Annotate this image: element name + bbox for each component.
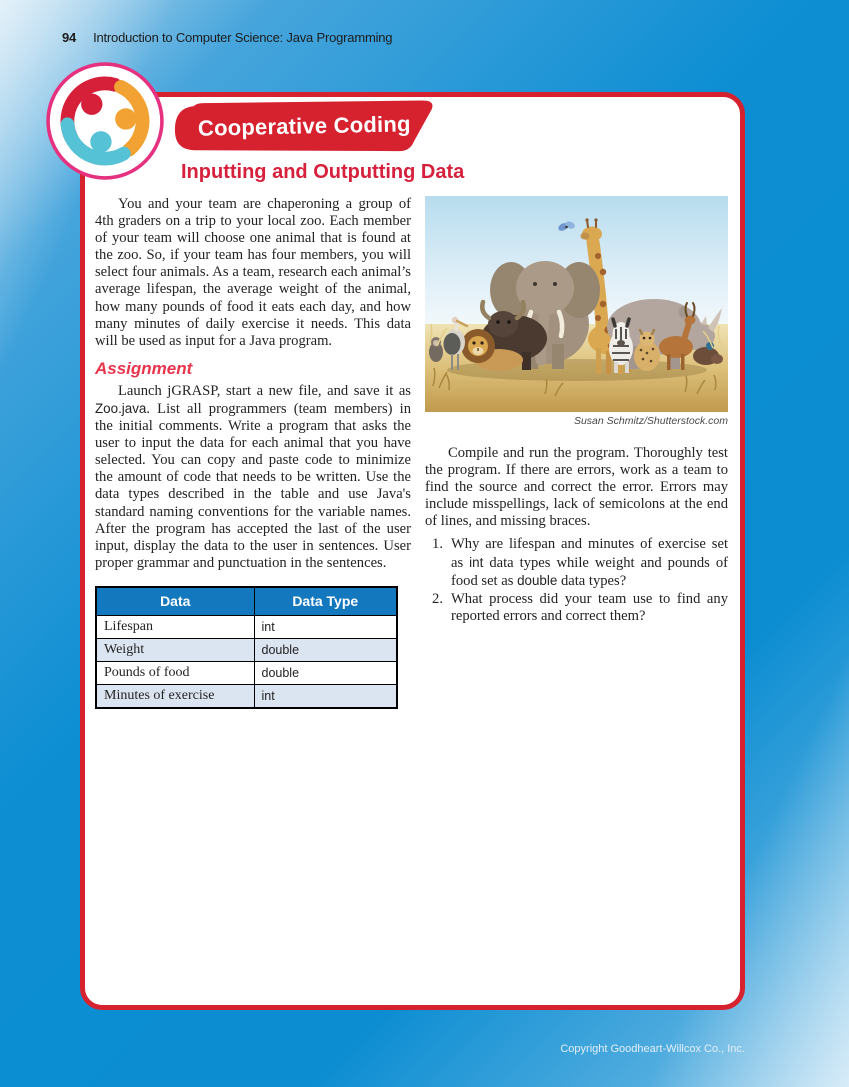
- assignment-heading: Assignment: [95, 358, 193, 378]
- cell-type: int: [254, 615, 397, 638]
- data-type-table: [95, 586, 398, 709]
- people-circle-icon: [44, 60, 166, 182]
- table-row: [96, 638, 397, 661]
- left-column: [95, 196, 411, 709]
- question-1: [425, 536, 728, 589]
- assignment-paragraph: [95, 383, 411, 572]
- page-number: 94: [62, 30, 77, 45]
- assignment-text-after: . List all programmers (team members) in the initial comments. Write a program that asks the user to input the data for each animal that you have selected. You can copy and paste code to minimize the amount of code that needs to be written. Use the data types described in the table and use Java's standard naming conventions for the variable names. After the program has accepted the last of the user input, display the data to the user in sentences. User proper grammar and punctuation in the sentences.: [95, 400, 411, 571]
- table-header-row: [96, 587, 397, 616]
- question-text: [451, 536, 728, 589]
- book-title: Introduction to Computer Science: Java Programming: [93, 30, 393, 45]
- code-double: double: [517, 572, 558, 588]
- question-list: [425, 536, 728, 624]
- cell-data: Minutes of exercise: [96, 684, 254, 708]
- question-1-mid: data types while weight and pounds of food set as: [451, 554, 729, 589]
- question-text: What process did your team use to find any reported errors and correct them?: [451, 590, 728, 624]
- article-title: Inputting and Outputting Data: [181, 161, 465, 183]
- photo-credit: Susan Schmitz/Shutterstock.com: [573, 415, 728, 427]
- assignment-text-before: Launch jGRASP, start a new file, and save it as: [118, 382, 411, 399]
- right-column: [425, 196, 728, 625]
- running-head: [62, 30, 392, 45]
- cell-data: Lifespan: [96, 615, 254, 638]
- zoo-animals-image: [425, 196, 728, 412]
- filename-zoo-java: Zoo.java: [95, 400, 147, 416]
- zoo-animals-figure: [425, 196, 728, 427]
- question-1-pre: Why are lifespan and minutes of exercise set as: [451, 536, 728, 571]
- table-row: [96, 615, 397, 638]
- table-row: [96, 684, 397, 708]
- cell-type: int: [254, 684, 397, 708]
- cell-type: double: [254, 638, 397, 661]
- question-1-post: data types?: [557, 572, 627, 589]
- intro-paragraph: You and your team are chaperoning a group of 4th graders on a trip to your local zoo. Each member of your team will choose one animal that is found at the zoo. So, if your team has four members, you will select four animals. As a team, research each animal’s average lifespan, the average weight of the animal, how many pounds of food it eats each day, and how many minutes of daily exercise it needs. This data will be used as input for a Java program.: [95, 196, 411, 349]
- cooperative-coding-logo: [44, 60, 166, 182]
- cell-data: Weight: [96, 638, 254, 661]
- copyright-notice: Copyright Goodheart-Willcox Co., Inc.: [560, 1043, 745, 1055]
- banner-title: Cooperative Coding: [197, 111, 411, 141]
- cell-data: Pounds of food: [96, 661, 254, 684]
- question-2: [425, 591, 728, 625]
- column-header-data-type: Data Type: [254, 587, 397, 616]
- code-int: int: [469, 554, 484, 570]
- question-number: 2.: [432, 590, 443, 607]
- column-header-data: Data: [96, 587, 254, 616]
- cell-type: double: [254, 661, 397, 684]
- content-card: [80, 92, 745, 1010]
- feature-banner: [169, 95, 438, 159]
- table-row: [96, 661, 397, 684]
- question-number: 1.: [432, 536, 443, 553]
- compile-paragraph: Compile and run the program. Thoroughly test the program. If there are errors, work as a team to find the source and correct the error. Errors may include misspellings, lack of semicolons at the end of lines, and missing braces.: [425, 445, 728, 530]
